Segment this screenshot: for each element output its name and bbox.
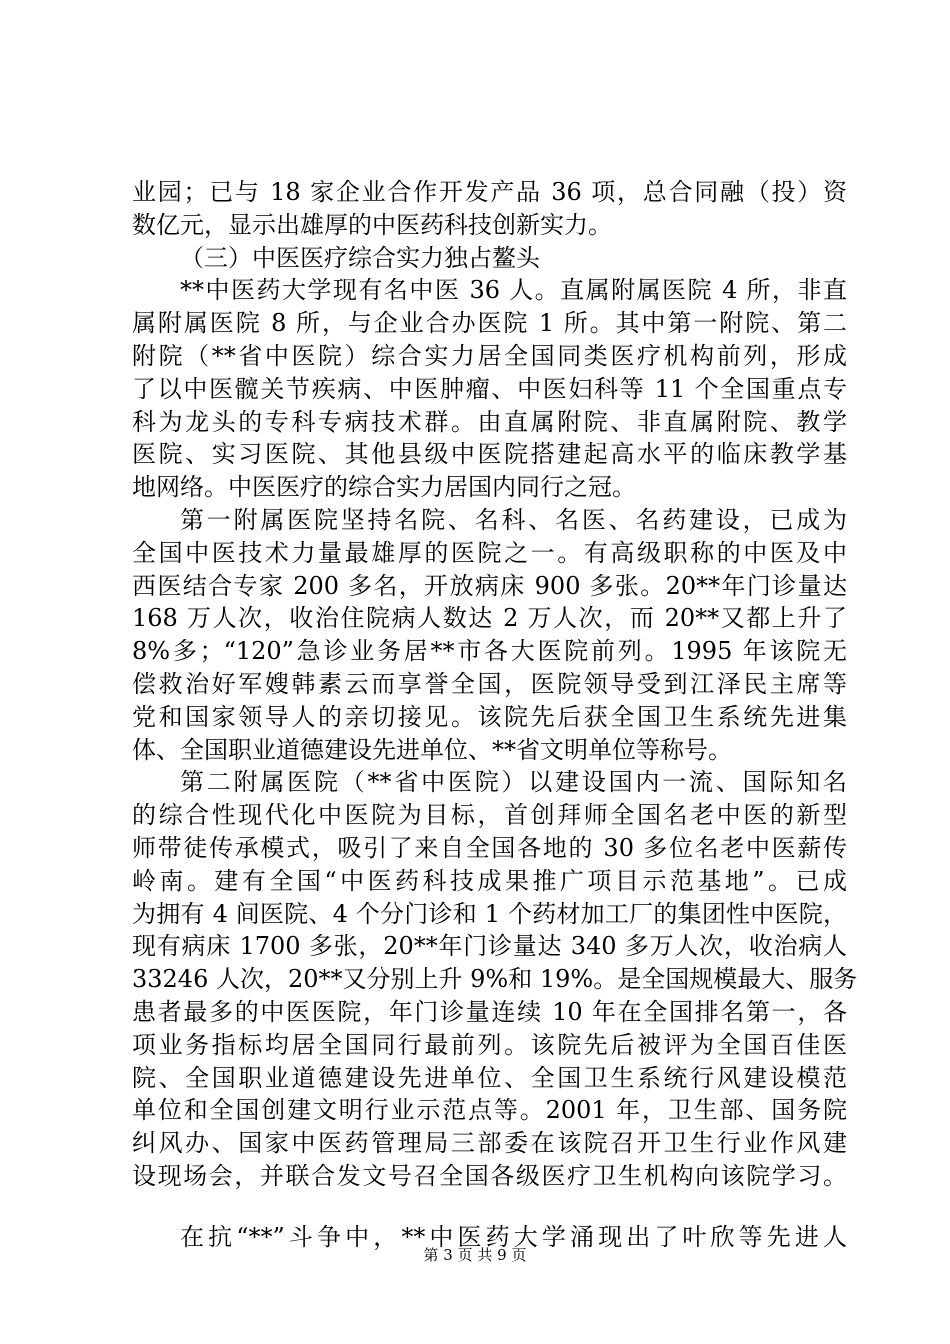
text-line: 为拥有 4 间医院、4 个分门诊和 1 个药材加工厂的集团性中医院， (132, 899, 847, 928)
text-line: 第一附属医院坚持名院、名科、名医、名药建设，已成为 (180, 505, 847, 534)
text-line: 医院、实习医院、其他县级中医院搭建起高水平的临床教学基 (132, 440, 847, 469)
text-line: 数亿元，显示出雄厚的中医药科技创新实力。 (132, 210, 612, 239)
text-line: 的综合性现代化中医院为目标，首创拜师全国名老中医的新型 (132, 801, 847, 830)
text-line: 8%多；“120”急诊业务居**市各大医院前列。1995 年该院无 (132, 637, 847, 666)
text-line: 业园；已与 18 家企业合作开发产品 36 项，总合同融（投）资 (132, 178, 847, 206)
text-line: 地网络。中医医疗的综合实力居国内同行之冠。 (132, 473, 636, 502)
text-line: 现有病床 1700 多张，20**年门诊量达 340 多万人次，收治病人 (132, 932, 847, 961)
text-line: 附院（**省中医院）综合实力居全国同类医疗机构前列，形成 (132, 341, 847, 370)
text-line: 院、全国职业道德建设先进单位、全国卫生系统行风建设模范 (132, 1063, 847, 1092)
page-footer: 第 3 页 共 9 页 (423, 1246, 527, 1264)
text-line: 设现场会，并联合发文号召全国各级医疗卫生机构向该院学习。 (132, 1161, 847, 1190)
text-line: 科为龙头的专科专病技术群。由直属附院、非直属附院、教学 (132, 407, 847, 436)
paragraph-gap (132, 1193, 847, 1221)
text-line: 体、全国职业道德建设先进单位、**省文明单位等称号。 (132, 735, 732, 764)
text-line: 党和国家领导人的亲切接见。该院先后获全国卫生系统先进集 (132, 702, 847, 731)
text-line: **中医药大学现有名中医 36 人。直属附属医院 4 所，非直 (180, 276, 847, 305)
text-line: 168 万人次，收治住院病人数达 2 万人次，而 20**又都上升了 (132, 604, 847, 633)
text-line: 属附属医院 8 所，与企业合办医院 1 所。其中第一附院、第二 (132, 309, 847, 338)
text-line: 师带徒传承模式，吸引了来自全国各地的 30 多位名老中医薪传 (132, 833, 847, 862)
text-line: 西医结合专家 200 多名，开放病床 900 多张。20**年门诊量达 (132, 571, 847, 600)
text-line: 第二附属医院（**省中医院）以建设国内一流、国际知名 (180, 768, 847, 797)
text-line: 岭南。建有全国“中医药科技成果推广项目示范基地”。已成 (132, 866, 847, 895)
text-line: 33246 人次，20**又分别上升 9%和 19%。是全国规模最大、服务 (132, 965, 858, 994)
text-line: 患者最多的中医医院，年门诊量连续 10 年在全国排名第一，各 (132, 997, 847, 1026)
text-line: （三）中医医疗综合实力独占鳌头 (180, 243, 540, 272)
text-line: 偿救治好军嫂韩素云而享誉全国，医院领导受到江泽民主席等 (132, 669, 847, 698)
text-line: 项业务指标均居全国同行最前列。该院先后被评为全国百佳医 (132, 1030, 847, 1059)
text-line: 纠风办、国家中医药管理局三部委在该院召开卫生行业作风建 (132, 1129, 847, 1158)
body-text (132, 176, 858, 1254)
text-line: 全国中医技术力量最雄厚的医院之一。有高级职称的中医及中 (132, 538, 847, 567)
text-line: 在抗“**”斗争中，**中医药大学涌现出了叶欣等先进人 (180, 1222, 847, 1251)
text-line: 了以中医髋关节疾病、中医肿瘤、中医妇科等 11 个全国重点专 (132, 374, 847, 403)
text-line: 单位和全国创建文明行业示范点等。2001 年，卫生部、国务院 (132, 1096, 847, 1125)
